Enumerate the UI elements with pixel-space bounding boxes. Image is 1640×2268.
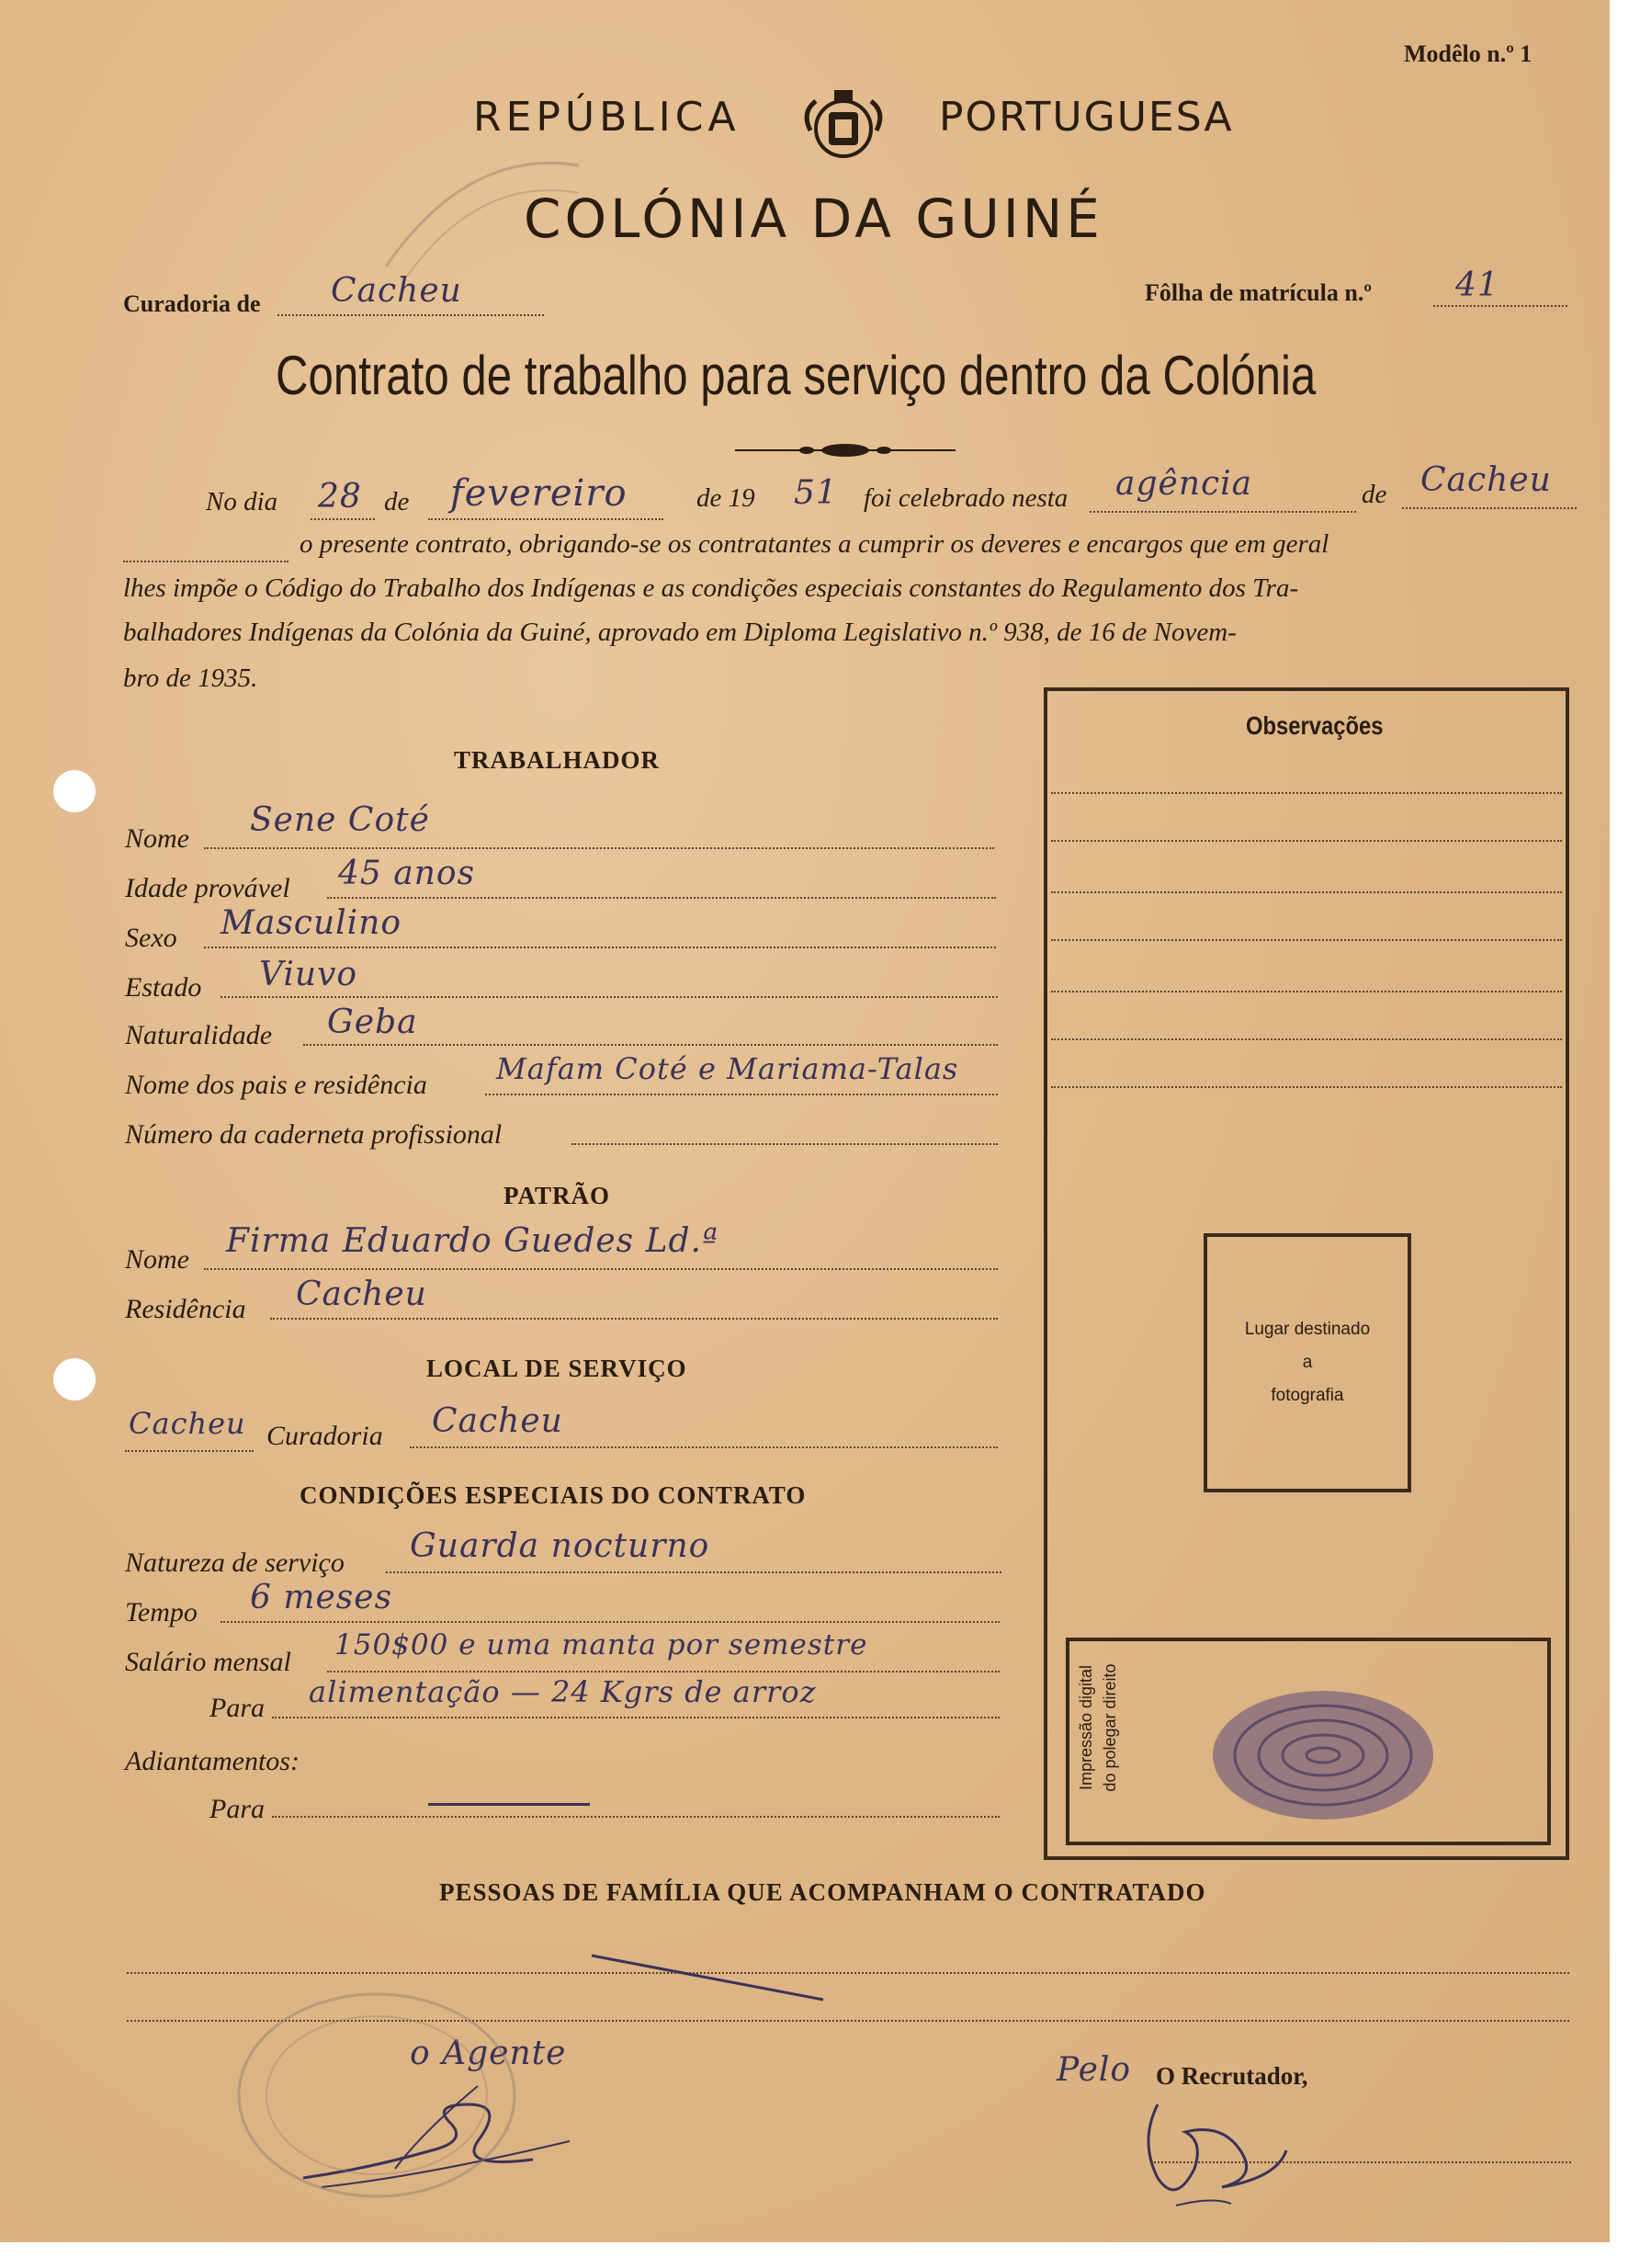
local-heading: LOCAL DE SERVIÇO [426,1355,687,1382]
photo-text-1: Lugar destinado [1244,1320,1371,1339]
observations-title: Observações [1246,711,1384,740]
idade-label: Idade provável [125,873,290,903]
observation-line [1051,840,1562,842]
punch-hole [53,1358,96,1400]
condicoes-heading: CONDIÇÕES ESPECIAIS DO CONTRATO [300,1481,807,1509]
intro-line2: o presente contrato, obrigando-se os contratantes a cumprir os deveres e encargos que em geral [300,529,1329,559]
photo-text-2: a [1302,1353,1313,1372]
recrutador-label: O Recrutador, [1156,2062,1308,2090]
estado-line [221,996,998,998]
curadoria-line [277,314,544,316]
para2-dash [428,1803,590,1806]
ornament-divider-icon [735,439,956,461]
day-line [311,518,375,520]
intro-celebrado: foi celebrado nesta [864,483,1069,513]
curadoria-label: Curadoria de [123,290,261,317]
intro-no-dia: No dia [206,487,278,516]
intro-de-year: de 19 [696,483,755,513]
patrao-nome-value: Firma Eduardo Guedes Ld.ª [226,1222,719,1260]
naturalidade-label: Naturalidade [125,1020,273,1050]
recrutador-scribble-icon [1130,2086,1295,2215]
agente-signature: o Agente [410,2035,567,2072]
republica-right: PORTUGUESA [939,94,1234,141]
contract-title: Contrato de trabalho para serviço dentro da Colónia [276,345,1317,406]
para-value: alimentação — 24 Kgrs de arroz [309,1674,817,1709]
intro-day: 28 [318,478,362,516]
intro-de2: de [1362,480,1387,509]
intro-month: fevereiro [450,472,628,515]
coat-of-arms-icon [792,85,895,167]
sexo-label: Sexo [125,923,177,953]
naturalidade-line [303,1044,998,1046]
nome-line [204,847,994,849]
patrao-heading: PATRÃO [503,1182,610,1209]
tempo-value: 6 meses [250,1579,393,1616]
local-curadoria-line [410,1446,998,1448]
intro-place-type: agência [1115,465,1253,503]
place-line [1402,507,1577,509]
caderneta-label: Número da caderneta profissional [125,1119,503,1150]
local-place-value: Cacheu [129,1406,246,1441]
curadoria-value: Cacheu [331,272,462,310]
nome-label: Nome [125,823,189,854]
photo-text-3: fotografia [1271,1386,1344,1405]
residencia-line [270,1318,998,1320]
intro-line2-dots [123,561,288,562]
natureza-label: Natureza de serviço [125,1548,345,1578]
nome-value: Sene Coté [250,801,430,839]
para2-label: Para [209,1794,265,1824]
intro-line5: bro de 1935. [123,663,258,693]
observation-line [1051,792,1562,794]
trabalhador-heading: TRABALHADOR [454,746,661,774]
natureza-value: Guarda nocturno [410,1527,710,1565]
patrao-nome-line [204,1268,998,1270]
intro-year: 51 [794,474,838,512]
para2-line [272,1816,1000,1818]
para-line [272,1717,1000,1718]
thumbprint-label-2: do polegar direito [1101,1663,1119,1792]
sexo-value: Masculino [221,904,402,942]
official-stamp-icon [211,1976,542,2215]
familia-line [127,1972,1569,1974]
tempo-label: Tempo [125,1597,198,1627]
residencia-value: Cacheu [296,1276,427,1313]
natureza-line [386,1571,1001,1573]
republica-left: REPÚBLICA [473,94,741,141]
idade-line [327,897,996,899]
intro-line3: lhes impõe o Código do Trabalho dos Indígenas e as condições especiais constantes do Regulamento dos Tra- [123,573,1299,603]
adiantamentos-label: Adiantamentos: [125,1746,300,1776]
salario-line [327,1671,1000,1673]
observation-line [1051,1086,1562,1088]
tempo-line [221,1621,1000,1623]
observation-line [1051,991,1562,992]
local-curadoria-value: Cacheu [432,1402,563,1440]
observation-line [1051,1038,1562,1040]
caderneta-line [571,1143,998,1145]
estado-value: Viuvo [259,956,358,993]
salario-label: Salário mensal [125,1647,291,1677]
folha-line [1433,305,1567,307]
sexo-line [204,947,996,948]
thumbprint-icon [1204,1682,1442,1829]
local-curadoria-label: Curadoria [266,1421,383,1451]
estado-label: Estado [125,972,202,1003]
faint-stamp-icon [368,129,588,294]
pelo-signature: Pelo [1057,2051,1132,2089]
idade-value: 45 anos [338,855,476,892]
folha-value: 41 [1455,266,1499,304]
pais-label: Nome dos pais e residência [125,1070,427,1100]
intro-place: Cacheu [1420,461,1552,499]
naturalidade-value: Geba [327,1004,418,1041]
punch-hole [53,770,96,812]
patrao-nome-label: Nome [125,1244,189,1275]
colonia-title: COLÓNIA DA GUINÉ [524,187,1103,250]
model-number: Modêlo n.º 1 [1404,40,1533,67]
observation-line [1051,939,1562,941]
folha-label: Fôlha de matrícula n.º [1145,279,1372,306]
salario-value: 150$00 e uma manta por semestre [334,1628,868,1661]
place-type-line [1090,511,1356,513]
intro-line4: balhadores Indígenas da Colónia da Guiné, aprovado em Diploma Legislativo n.º 938, de 16 de Novem- [123,618,1237,647]
pais-value: Mafam Coté e Mariama-Talas [496,1051,959,1086]
familia-heading: PESSOAS DE FAMÍLIA QUE ACOMPANHAM O CONTRATADO [439,1878,1206,1906]
local-place-line [125,1450,254,1452]
residencia-label: Residência [125,1294,246,1324]
month-line [428,518,663,520]
observation-line [1051,891,1562,893]
pais-line [485,1094,998,1095]
para-label: Para [209,1693,265,1723]
strike-line-icon [588,1950,827,2005]
intro-de1: de [384,487,410,516]
thumbprint-label-1: Impressão digital [1077,1664,1095,1791]
